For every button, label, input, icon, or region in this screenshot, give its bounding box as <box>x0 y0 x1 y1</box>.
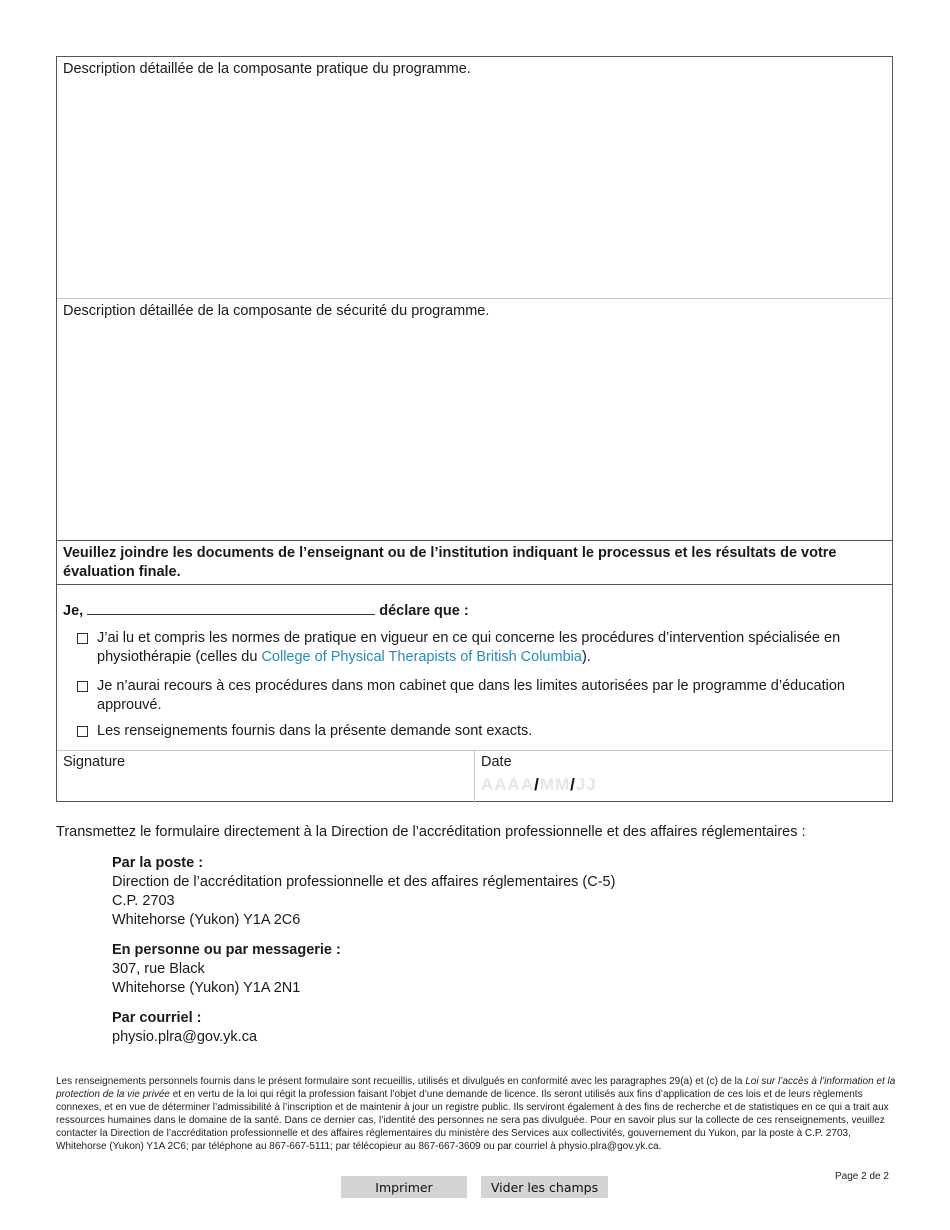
mail-line: Whitehorse (Yukon) Y1A 2C6 <box>112 912 301 928</box>
standards-text: J’ai lu et compris les normes de pratique en vigueur en ce qui concerne les procédures d’intervention spécialisée en physiothérapie (celles du College of Physical Therapists of British Columbia). <box>97 630 841 665</box>
email-address-block <box>112 1009 257 1047</box>
in-person-heading: En personne ou par messagerie : <box>112 942 341 958</box>
declaration-item-accuracy <box>77 722 884 741</box>
mail-address-block <box>112 854 615 930</box>
declare-suffix: déclare que : <box>379 603 469 619</box>
limits-text: Je n’aurai recours à ces procédures dans mon cabinet que dans les limites autorisées par le programme d’éducation approuvé. <box>97 678 845 713</box>
in-person-line: Whitehorse (Yukon) Y1A 2N1 <box>112 980 301 996</box>
signature-row <box>57 750 892 803</box>
privacy-notice: Les renseignements personnels fournis dans le présent formulaire sont recueillis, utilisés et divulgués en conformité avec les paragraphes 29(a) et (c) de la Loi sur l’accès à l’information et la protection de la vie privée et en vertu de la loi qui régit la profession faisant l’objet d’une demande de licence. Ils seront utilisés aux fins d’application de ces lois et de leurs règlements connexes, et en vue de déterminer l’admissibilité à l’inscription et de maintenir à jour un registre public. Ils serviront également à des fins de recherche et de statistiques en ce qui a trait aux ressources humaines dans le domaine de la santé. Dans ce dernier cas, l’identité des personnes ne sera pas divulguée. Pour en savoir plus sur la collecte de ces renseignements, veuillez contacter la Direction de l’accréditation professionnelle et des affaires réglementaires du ministère des Services aux collectivités, gouvernement du Yukon, par la poste à C.P. 2703, Whitehorse (Yukon) Y1A 2C6; par téléphone au 867-667-5111; par télécopieur au 867-667-3609 ou par courriel à physio.plra@gov.yk.ca. <box>56 1076 896 1152</box>
date-field[interactable] <box>475 751 893 803</box>
security-component-field[interactable] <box>57 299 892 541</box>
signature-field[interactable] <box>57 751 475 803</box>
declarant-name-input[interactable] <box>87 600 375 615</box>
mail-line: Direction de l’accréditation professionnelle et des affaires réglementaires (C-5) <box>112 874 616 890</box>
application-form-box <box>56 56 893 802</box>
declaration-item-limits <box>77 677 884 715</box>
standards-checkbox[interactable] <box>77 633 88 644</box>
accuracy-checkbox[interactable] <box>77 726 88 737</box>
cptbc-link[interactable]: College of Physical Therapists of British Columbia <box>261 649 582 665</box>
in-person-address-block <box>112 941 341 998</box>
limits-checkbox[interactable] <box>77 681 88 692</box>
mail-heading: Par la poste : <box>112 855 204 871</box>
email-address: physio.plra@gov.yk.ca <box>112 1029 258 1045</box>
security-component-input[interactable] <box>63 327 886 534</box>
date-label: Date <box>481 754 512 770</box>
accuracy-text: Les renseignements fournis dans la présente demande sont exacts. <box>97 723 533 739</box>
practical-component-label: Description détaillée de la composante pratique du programme. <box>63 61 471 77</box>
declaration-item-standards <box>77 629 884 667</box>
date-year-placeholder: AAAA <box>481 775 535 794</box>
date-day-placeholder: JJ <box>575 775 597 794</box>
date-separator: / <box>534 775 540 794</box>
in-person-line: 307, rue Black <box>112 961 205 977</box>
date-input[interactable] <box>481 775 597 795</box>
transmit-instructions: Transmettez le formulaire directement à la Direction de l’accréditation professionnelle et des affaires réglementaires : <box>56 824 806 840</box>
mail-line: C.P. 2703 <box>112 893 175 909</box>
security-component-label: Description détaillée de la composante de sécurité du programme. <box>63 303 490 319</box>
page-number: Page 2 de 2 <box>835 1171 889 1182</box>
signature-label: Signature <box>63 754 126 770</box>
practical-component-input[interactable] <box>63 85 886 292</box>
print-button[interactable]: Imprimer <box>341 1176 467 1198</box>
clear-fields-button[interactable]: Vider les champs <box>481 1176 608 1198</box>
email-heading: Par courriel : <box>112 1010 202 1026</box>
attach-documents-note: Veuillez joindre les documents de l’enseignant ou de l’institution indiquant le processus et les résultats de votre évaluation finale. <box>57 541 892 585</box>
declaration-line <box>63 600 469 619</box>
date-month-placeholder: MM <box>539 775 571 794</box>
practical-component-field[interactable] <box>57 57 892 299</box>
declare-prefix: Je, <box>63 603 84 619</box>
date-separator: / <box>570 775 576 794</box>
privacy-law-title: Loi sur l’accès à l’information et la protection de la vie privée <box>56 1076 896 1100</box>
